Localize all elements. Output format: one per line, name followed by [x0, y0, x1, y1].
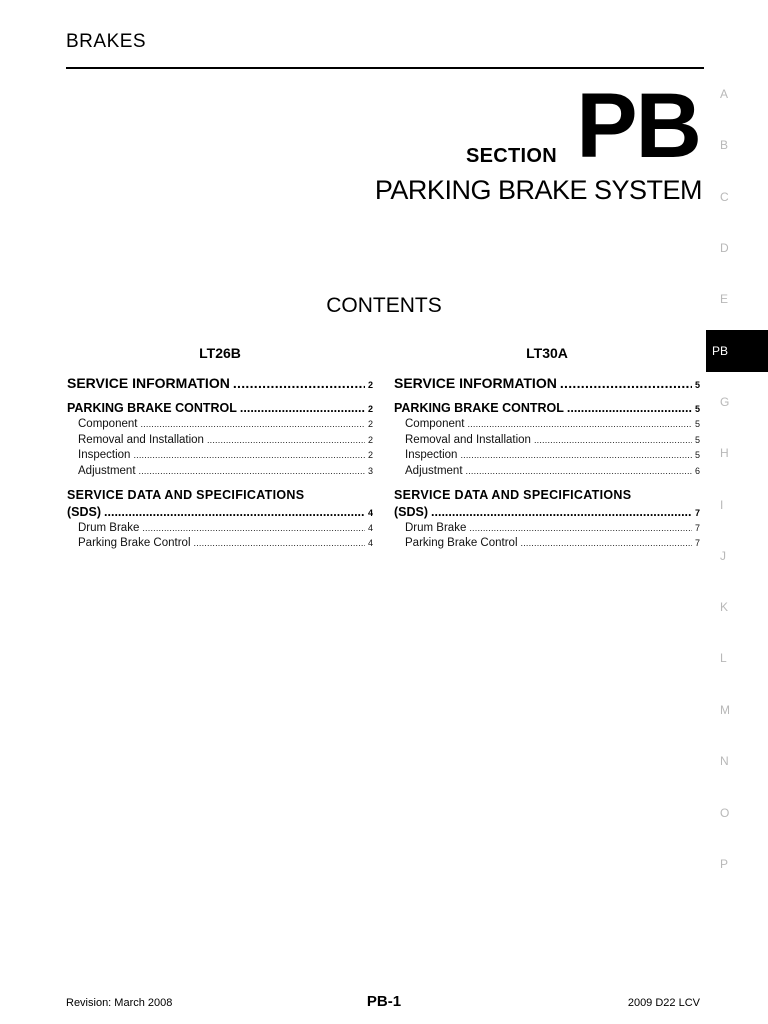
section-tab-i[interactable]: I [720, 498, 724, 512]
toc-label: Removal and Installation [405, 433, 531, 446]
toc-leader [560, 374, 692, 392]
section-tab-c[interactable]: C [720, 190, 729, 204]
toc-entry-sds-line1[interactable]: SERVICE DATA AND SPECIFICATIONS [67, 487, 305, 502]
toc-page: 4 [367, 522, 373, 533]
column-heading: LT26B [199, 345, 241, 361]
toc-page: 5 [694, 380, 700, 390]
toc-entry-adjustment[interactable] [394, 464, 700, 480]
toc-page: 2 [367, 380, 373, 390]
section-code: PB [576, 75, 700, 177]
toc-leader [469, 521, 692, 537]
section-tab-b[interactable]: B [720, 138, 729, 152]
toc-entry-adjustment[interactable] [67, 464, 373, 480]
toc-label: (SDS) [394, 504, 429, 519]
toc-entry-service-information[interactable] [394, 374, 700, 400]
toc-page: 5 [694, 434, 700, 445]
toc-label: Adjustment [78, 465, 136, 478]
toc-leader [142, 521, 365, 537]
toc-page: 4 [367, 507, 373, 518]
toc-entry-sds[interactable] [394, 504, 700, 521]
toc-page: 2 [367, 450, 373, 461]
section-tab-k[interactable]: K [720, 600, 729, 614]
toc-page: 7 [694, 522, 700, 533]
toc-leader [139, 464, 365, 480]
toc-label: Inspection [405, 449, 458, 462]
toc-label: Component [405, 418, 465, 430]
toc-entry-parking-brake-control-sds[interactable] [394, 536, 700, 552]
toc-leader [104, 504, 365, 520]
toc-page: 5 [694, 404, 700, 414]
toc-label: SERVICE INFORMATION [394, 375, 557, 391]
toc-entry-sds[interactable] [67, 504, 373, 521]
toc-page: 2 [367, 404, 373, 414]
section-tab-pb[interactable]: PB [706, 330, 768, 372]
toc-leader [133, 448, 365, 464]
toc-column-lt26b [67, 344, 373, 552]
toc-entry-parking-brake-control[interactable] [67, 400, 373, 417]
header-title: BRAKES [66, 31, 147, 52]
toc-page: 2 [367, 419, 373, 429]
section-tab-o[interactable]: O [720, 806, 730, 820]
toc-leader [534, 433, 692, 449]
toc-entry-removal-installation[interactable] [67, 433, 373, 449]
toc-entry-drum-brake[interactable] [67, 521, 373, 537]
toc-leader [233, 374, 365, 392]
toc-label: PARKING BRAKE CONTROL [67, 401, 237, 415]
toc-entry-drum-brake[interactable] [394, 521, 700, 537]
toc-page: 7 [694, 507, 700, 518]
toc-label: (SDS) [67, 504, 102, 519]
section-tab-h[interactable]: H [720, 446, 729, 460]
toc-leader [207, 433, 365, 449]
toc-page: 4 [367, 538, 373, 549]
toc-label: Adjustment [405, 465, 463, 478]
toc-label: Drum Brake [78, 521, 140, 534]
header-rule [66, 67, 704, 69]
toc-entry-inspection[interactable] [67, 448, 373, 464]
toc-entry-parking-brake-control[interactable] [394, 400, 700, 417]
toc-label: Drum Brake [405, 521, 467, 534]
toc-entry-parking-brake-control-sds[interactable] [67, 536, 373, 552]
toc-column-lt30a [394, 344, 700, 552]
toc-leader [240, 400, 365, 416]
toc-entry-inspection[interactable] [394, 448, 700, 464]
toc-entry-sds-line1[interactable]: SERVICE DATA AND SPECIFICATIONS [394, 487, 632, 502]
toc-label: PARKING BRAKE CONTROL [394, 401, 564, 415]
footer-page-number: PB-1 [366, 993, 402, 1010]
column-heading: LT30A [526, 345, 568, 361]
section-tab-l[interactable]: L [720, 651, 727, 665]
toc-label: Inspection [78, 449, 131, 462]
footer-model: 2009 D22 LCV [627, 997, 700, 1009]
toc-label: Removal and Installation [78, 433, 204, 446]
toc-leader [467, 417, 692, 433]
toc-label: Component [78, 418, 138, 430]
toc-label: Parking Brake Control [405, 537, 518, 550]
toc-page: 2 [367, 434, 373, 445]
contents-title: CONTENTS [326, 294, 442, 317]
toc-page: 3 [367, 466, 373, 477]
toc-entry-component[interactable] [394, 417, 700, 433]
footer-revision: Revision: March 2008 [66, 997, 173, 1009]
toc-page: 7 [694, 538, 700, 549]
toc-leader [466, 464, 692, 480]
toc-leader [460, 448, 692, 464]
toc-leader [567, 400, 692, 416]
section-tab-m[interactable]: M [720, 703, 730, 717]
toc-label: SERVICE INFORMATION [67, 375, 230, 391]
section-name: PARKING BRAKE SYSTEM [374, 175, 702, 205]
toc-leader [431, 504, 692, 520]
toc-page: 6 [694, 466, 700, 477]
section-tab-d[interactable]: D [720, 241, 729, 255]
section-tab-e[interactable]: E [720, 292, 729, 306]
toc-label: Parking Brake Control [78, 537, 191, 550]
toc-page: 5 [694, 419, 700, 429]
section-word: SECTION [466, 145, 557, 167]
toc-leader [194, 536, 365, 552]
toc-entry-removal-installation[interactable] [394, 433, 700, 449]
toc-entry-service-information[interactable] [67, 374, 373, 400]
toc-leader [140, 417, 365, 433]
section-tab-g[interactable]: G [720, 395, 730, 409]
section-tab-j[interactable]: J [720, 549, 726, 563]
section-tab-a[interactable]: A [720, 87, 729, 101]
section-tab-n[interactable]: N [720, 754, 729, 768]
toc-page: 5 [694, 450, 700, 461]
toc-leader [521, 536, 692, 552]
toc-entry-component[interactable] [67, 417, 373, 433]
section-tab-p[interactable]: P [720, 857, 729, 871]
